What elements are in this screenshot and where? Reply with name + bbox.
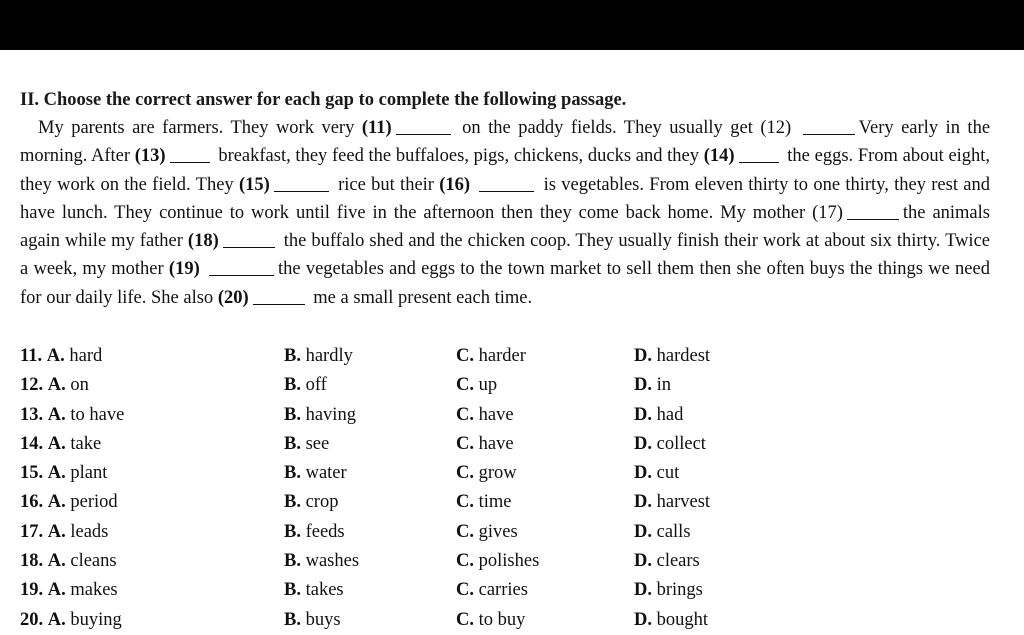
option-b[interactable] — [284, 606, 341, 635]
gap-blank-20 — [253, 285, 305, 305]
option-text: hardly — [305, 346, 353, 366]
option-text: washes — [305, 551, 360, 572]
option-b[interactable] — [284, 518, 345, 547]
option-text: harder — [478, 346, 526, 366]
question-row-17 — [20, 518, 1010, 547]
option-b[interactable] — [284, 488, 338, 517]
option-text: takes — [305, 580, 344, 601]
option-c[interactable] — [456, 430, 514, 459]
option-letter: B. — [284, 404, 301, 425]
option-letter: C. — [456, 404, 474, 425]
option-letter: A. — [47, 375, 66, 396]
passage-segment: Very early in the morning. After — [20, 118, 991, 167]
option-a[interactable] — [20, 547, 117, 576]
question-row-15 — [20, 459, 1010, 488]
option-letter: D. — [634, 346, 652, 366]
option-b[interactable] — [284, 401, 356, 430]
question-row-19 — [20, 576, 1010, 605]
option-letter: B. — [284, 609, 301, 630]
option-letter: B. — [284, 521, 301, 542]
gap-blank-15 — [274, 172, 329, 192]
option-d[interactable] — [634, 371, 671, 400]
gap-number-14: (14) — [703, 146, 735, 167]
gap-number-11: (11) — [361, 118, 392, 138]
passage-segment: rice but their — [338, 174, 434, 195]
option-letter: B. — [284, 346, 301, 366]
gap-blank-16 — [479, 172, 534, 192]
option-a[interactable] — [20, 459, 107, 488]
option-letter: A. — [47, 463, 66, 484]
passage-segment: the buffalo shed and the chicken coop. They usually finish their work at about six thirty. Twice a week, my mother — [20, 231, 990, 280]
option-text: carries — [478, 580, 528, 601]
option-b[interactable] — [284, 459, 347, 488]
option-text: period — [70, 492, 118, 513]
option-c[interactable] — [456, 576, 528, 605]
option-text: hardest — [656, 346, 711, 366]
option-b[interactable] — [284, 342, 353, 371]
option-text: feeds — [305, 521, 345, 542]
option-a[interactable] — [20, 401, 124, 430]
option-c[interactable] — [456, 488, 512, 517]
passage-segment: me a small present each time. — [313, 287, 533, 308]
passage-segment: on the paddy fields. They usually get — [462, 118, 753, 138]
option-text: up — [478, 375, 498, 396]
option-letter: D. — [634, 521, 652, 542]
option-c[interactable] — [456, 606, 525, 635]
question-number: 11. — [20, 346, 43, 366]
gap-number-16: (16) — [439, 174, 471, 195]
option-d[interactable] — [634, 401, 683, 430]
option-letter: A. — [47, 433, 66, 454]
option-letter: A. — [47, 492, 66, 513]
option-d[interactable] — [634, 459, 679, 488]
option-text: had — [656, 404, 684, 425]
gap-blank-13 — [170, 144, 210, 164]
gap-number-20: (20) — [217, 287, 249, 308]
option-d[interactable] — [634, 430, 706, 459]
option-text: collect — [656, 433, 706, 454]
option-text: to have — [70, 404, 125, 425]
option-d[interactable] — [634, 518, 691, 547]
passage-segment: the animals again while my father — [20, 202, 990, 252]
question-number: 15. — [20, 463, 44, 484]
option-a[interactable] — [20, 488, 118, 517]
question-number: 16. — [20, 492, 44, 513]
option-c[interactable] — [456, 342, 526, 371]
option-letter: D. — [634, 492, 652, 513]
question-row-12 — [20, 371, 1010, 400]
option-text: plant — [70, 463, 108, 484]
gap-blank-14 — [739, 144, 779, 164]
gap-number-13: (13) — [134, 146, 166, 167]
option-letter: C. — [456, 433, 474, 454]
option-letter: B. — [284, 375, 301, 396]
option-c[interactable] — [456, 547, 539, 576]
option-letter: C. — [456, 609, 474, 630]
question-number: 14. — [20, 433, 44, 454]
question-row-13 — [20, 401, 1010, 430]
option-text: hard — [69, 346, 103, 366]
option-text: crop — [305, 492, 339, 513]
question-row-20 — [20, 606, 1010, 635]
option-b[interactable] — [284, 547, 359, 576]
option-text: have — [478, 404, 514, 425]
gap-number-12: (12) — [760, 118, 792, 138]
option-letter: A. — [47, 521, 66, 542]
exercise-heading: II. Choose the correct answer for each gap to complete the following passage. — [20, 90, 627, 110]
option-letter: B. — [284, 580, 301, 601]
option-text: having — [305, 404, 356, 425]
option-text: water — [305, 463, 347, 484]
worksheet-page — [0, 50, 1024, 632]
option-text: clears — [656, 551, 700, 572]
option-letter: B. — [284, 433, 301, 454]
gap-number-19: (19) — [168, 259, 200, 280]
option-letter: A. — [46, 346, 65, 366]
option-c[interactable] — [456, 518, 518, 547]
passage-segment: breakfast, they feed the buffaloes, pigs, chickens, ducks and they — [218, 146, 700, 167]
option-text: bought — [656, 609, 709, 630]
option-letter: B. — [284, 492, 301, 513]
option-text: buying — [70, 609, 122, 630]
option-text: to buy — [478, 609, 526, 630]
option-letter: D. — [634, 609, 652, 630]
option-c[interactable] — [456, 371, 497, 400]
option-c[interactable] — [456, 459, 517, 488]
gap-blank-18 — [223, 229, 275, 249]
option-text: time — [478, 492, 512, 513]
question-row-18 — [20, 547, 1010, 576]
option-b[interactable] — [284, 576, 344, 605]
option-letter: A. — [47, 609, 66, 630]
option-letter: A. — [47, 404, 66, 425]
option-letter: B. — [284, 463, 301, 484]
option-letter: C. — [456, 551, 474, 572]
answer-options-list — [20, 342, 1010, 635]
option-letter: C. — [456, 492, 474, 513]
option-text: have — [478, 433, 514, 454]
option-letter: D. — [634, 375, 652, 396]
option-letter: C. — [456, 521, 474, 542]
gap-number-15: (15) — [238, 174, 270, 195]
option-d[interactable] — [634, 606, 708, 635]
option-text: buys — [305, 609, 341, 630]
gap-blank-11 — [396, 116, 451, 136]
passage-segment: the eggs. From about eight, they work on the field. They — [20, 146, 991, 195]
option-letter: C. — [456, 580, 474, 601]
top-black-bar — [0, 0, 1024, 50]
option-letter: D. — [634, 433, 652, 454]
option-b[interactable] — [284, 430, 329, 459]
passage-segment: is vegetables. From eleven thirty to one thirty, they rest and have lunch. They continue to work until five in the afternoon then they come back home. My mother — [20, 174, 990, 223]
question-number: 18. — [20, 551, 44, 572]
option-b[interactable] — [284, 371, 327, 400]
option-letter: A. — [47, 580, 66, 601]
option-a[interactable] — [20, 576, 118, 605]
question-number: 17. — [20, 521, 44, 542]
option-text: see — [305, 433, 330, 454]
option-text: makes — [70, 580, 118, 601]
option-text: on — [70, 375, 89, 396]
gap-blank-17 — [847, 200, 899, 220]
option-text: harvest — [656, 492, 711, 513]
option-d[interactable] — [634, 547, 700, 576]
option-text: polishes — [478, 551, 540, 572]
option-c[interactable] — [456, 401, 514, 430]
question-number: 12. — [20, 375, 44, 396]
option-text: off — [305, 375, 327, 396]
passage-segment: My parents are farmers. They work very — [38, 118, 355, 138]
question-row-11 — [20, 342, 1010, 371]
option-a[interactable] — [20, 606, 122, 635]
option-text: in — [656, 375, 672, 396]
gap-number-18: (18) — [187, 231, 219, 252]
question-number: 13. — [20, 404, 44, 425]
option-text: gives — [478, 521, 518, 542]
question-number: 20. — [20, 609, 44, 630]
option-d[interactable] — [634, 342, 710, 371]
question-row-16 — [20, 488, 1010, 517]
option-a[interactable] — [20, 430, 101, 459]
option-letter: C. — [456, 375, 474, 396]
question-row-14 — [20, 430, 1010, 459]
option-letter: A. — [47, 551, 66, 572]
gap-blank-19 — [209, 257, 274, 277]
question-number: 19. — [20, 580, 44, 601]
option-letter: B. — [284, 551, 301, 572]
gap-number-17: (17) — [812, 202, 843, 223]
passage-text — [20, 114, 990, 312]
option-letter: C. — [456, 463, 474, 484]
option-letter: D. — [634, 551, 652, 572]
option-text: cut — [656, 463, 680, 484]
option-text: grow — [478, 463, 517, 484]
option-text: take — [70, 433, 102, 454]
option-a[interactable] — [20, 342, 102, 371]
option-a[interactable] — [20, 518, 108, 547]
option-text: cleans — [70, 551, 117, 572]
option-letter: D. — [634, 404, 652, 425]
option-text: brings — [656, 580, 703, 601]
option-text: leads — [70, 521, 109, 542]
option-letter: D. — [634, 463, 652, 484]
gap-blank-12 — [803, 116, 855, 136]
option-d[interactable] — [634, 488, 710, 517]
option-letter: C. — [456, 346, 474, 366]
option-letter: D. — [634, 580, 652, 601]
option-d[interactable] — [634, 576, 703, 605]
option-text: calls — [656, 521, 691, 542]
passage-segment: the vegetables and eggs to the town market to sell them then she often buys the things we need for our daily life. She also — [20, 259, 990, 308]
option-a[interactable] — [20, 371, 89, 400]
